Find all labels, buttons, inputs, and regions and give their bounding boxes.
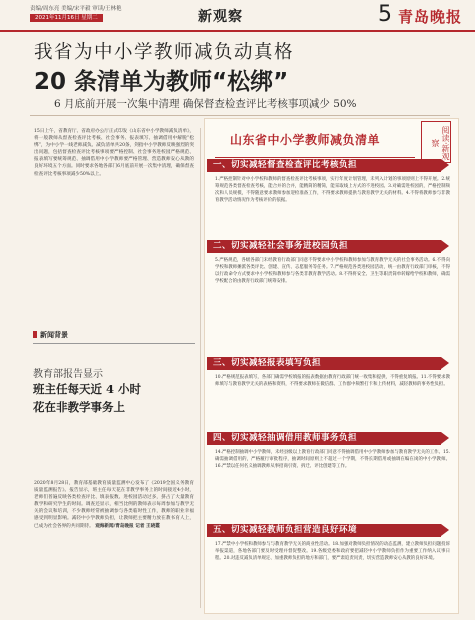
section-title: 新观察 <box>198 9 243 25</box>
checklist-panel <box>204 118 459 614</box>
page-header <box>0 0 475 32</box>
headline-kicker: 我省为中小学教师减负动真格 <box>34 42 295 63</box>
byline: 观海新闻/青岛晚报 记者 王晓霞 <box>95 523 160 529</box>
section-heading-4: 四、切实减轻抽调借用教师事务负担 <box>207 432 441 445</box>
headline-subtitle: 6 月底前开展一次集中清理 确保督查检查评比考核事项减少 50% <box>54 98 357 110</box>
section-text-3: 10.严格规范报表填写，各部门确需学校填报的报表数据由教育行政部门统一收集和提供，不得重复填报。11.不得要求教师填写与教育教学无关的表格和资料，不得要求教师在微信群、工作群中频繁打卡和上传材料，减轻教师的事务性负担。 <box>215 375 450 387</box>
section-heading-3: 三、切实减轻报表填写负担 <box>207 357 441 370</box>
page-number: 5 <box>378 2 392 27</box>
subsection-divider <box>33 343 195 344</box>
article-body-2 <box>34 480 194 612</box>
section-heading-2: 二、切实减轻社会事务进校园负担 <box>207 240 441 253</box>
side-headline-kicker: 教育部报告显示 <box>33 369 103 380</box>
editor-credits: 责编/周东亮 美编/宋平毅 审读/王林艳 <box>30 6 122 12</box>
article-body-2-text: 2020年8月28日，教育部基础教育质量监测中心发布了《2019全国义务教育质量监测报告》。报告显示，班主任每天花在非教学事务上的时间接近4小时，老师们普遍反映各类检查评比、填表报数、进校园活动过多，挤占了大量教育教学和研究学生的时间。调查还显示，相当比例的教师表示每周参加与教学无关的会议和培训，不少教师经常被抽调参与各类临时性工作，教师的职业幸福感受到明显影响。减轻中小学教师负担，让教师把主要精力放在教书育人上，已成为社会各界的共同期待。 <box>34 481 194 529</box>
section-heading-5: 五、切实减轻教师负担营造良好环境 <box>207 524 441 537</box>
article-body-1: 15日上午，省教育厅、省政府办公厅正式印发《山东省中小学教师减负清单》，将一般教师从督查检查评比考核、社会事务、报表填写、抽调借用中解脱“松绑”，为中小学一线老师减负。减负清单共20条，剑指中小学教师反映强烈的突出问题，包括督查检查评比考核事项要严格控制、社会事务进校园严格规范、报表填写要统筹规范、抽调借用中小学教师要严格管理、营造教师安心从教的良好环境五个方面。同时要求各地各部门6月底前开展一次集中清理，确保督查检查评比考核事项减少50%以上。 <box>34 129 194 177</box>
panel-title: 山东省中小学教师减负清单 <box>230 133 381 147</box>
section-heading-1: 一、切实减轻督查检查评比考核负担 <box>207 159 441 172</box>
panel-title-underline <box>215 157 415 158</box>
headline-divider <box>30 115 450 116</box>
header-meta <box>30 5 122 22</box>
panel-stamp: 阅读·新观察 <box>421 121 451 163</box>
issue-date: 2021年11月16日 星期二 <box>30 14 103 22</box>
section-text-4: 14.严格控制抽调中小学教师，未经县级以上教育行政部门同意不得抽调借用中小学教师参加与教育教学无关的工作。15.确需抽调借用的，严格履行审批程序，抽调时间原则上不超过一个学期，不得长期借用或抽调在编在岗的中小学教师。16.严禁以任何名义抽调教师从事招商引资、拆迁、评比创建等工作。 <box>215 450 450 469</box>
newspaper-logo: 青岛晚报 <box>398 8 463 26</box>
section-text-1: 1.严格控制针对中小学校和教师的督查检查评比考核事项，实行年度计划管理，未列入计划的事项原则上不得开展。2.统筹规范各类督查检查考核，能合并的合并，能精简的精简，能采取线上方式的不进校园。3.对确需进校园的，严格控制频次和人员规模，不得随意要求教师参加迎检准备工作，不得要求教师提供与教育教学无关的材料。4.不得将教师参与非教育教学活动情况作为考核评价的依据。 <box>215 177 450 203</box>
side-headline-main-2: 花在非教学事务上 <box>33 400 125 414</box>
subsection-label: 新闻背景 <box>33 330 68 340</box>
side-headline-main-1: 班主任每天近 4 小时 <box>33 382 142 396</box>
section-text-2: 5.严格规范，各级各部门未经教育行政部门同意不得要求中小学校和教师参加与教育教学无关的社会事务活动。6.不得向学校和教师摊派各类评比、创建、宣传、志愿服务等任务。7.严格规范各类进校园活动，统一由教育行政部门审核，不得以行政命令方式要求中小学校和教师参与各类非教育教学活动。8.不得将安全、卫生等职责简单转嫁给学校和教师，确需学校配合的由教育行政部门统筹安排。 <box>215 258 450 284</box>
column-divider <box>200 128 201 608</box>
headline-main: 20 条清单为教师“松绑” <box>34 69 289 95</box>
section-text-5: 17.严禁中小学校和教师参与与教育教学无关的商业性活动。18.加强对教师负担情况的动态监测，建立教师负担问题投诉举报渠道，各地各部门要及时受理并督促整改。19.各级党委和政府要把减轻中小学教师负担作为重要工作纳入议事日程。20.对违反减负清单规定、加重教师负担的地方和部门，要严肃追责问责，切实营造教师安心从教的良好环境。 <box>215 542 450 561</box>
